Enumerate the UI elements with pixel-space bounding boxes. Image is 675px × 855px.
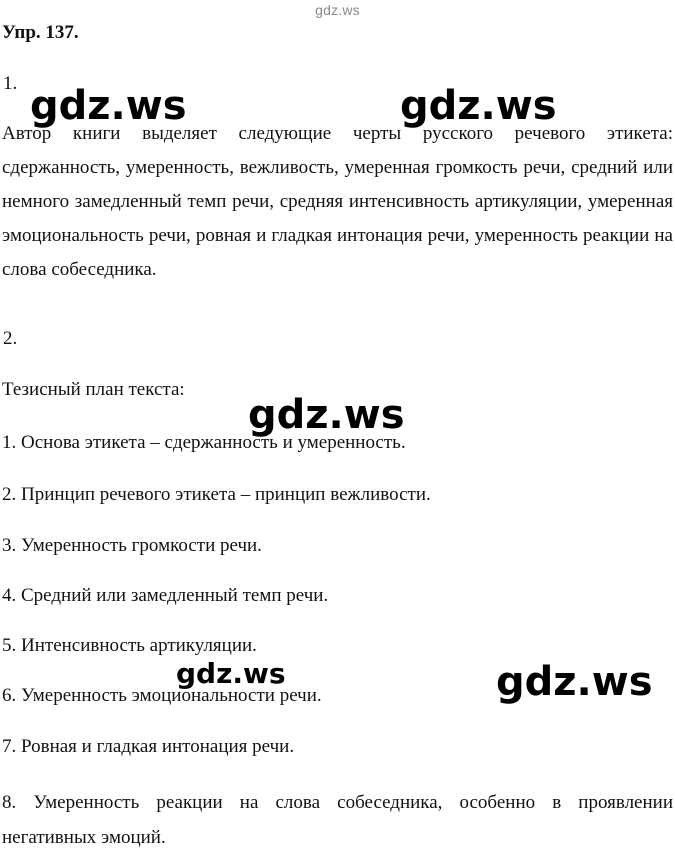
plan-item-6: 6. Умеренность эмоциональности речи. — [2, 685, 322, 706]
plan-item-2: 2. Принцип речевого этикета – принцип вежливости. — [2, 484, 431, 505]
plan-item-3: 3. Умеренность громкости речи. — [2, 535, 262, 556]
plan-heading: Тезисный план текста: — [2, 379, 185, 400]
plan-item-4: 4. Средний или замедленный темп речи. — [2, 585, 329, 606]
watermark-5: gdz.ws — [496, 659, 653, 705]
watermark-1: gdz.ws — [30, 83, 187, 129]
part-1-number: 1. — [3, 73, 18, 94]
watermark-2: gdz.ws — [400, 83, 557, 129]
part-1-paragraph: Автор книги выделяет следующие черты русского речевого этикета: сдержанность, умеренность, вежливость, умеренная громкость речи, средний или немного замедленный темп речи, средняя интенсивность артикуляции, умеренная эмоциональность речи, ровная и гладкая интонация речи, умеренность реакции на слова собеседника. — [2, 123, 673, 280]
watermark-4: gdz.ws — [176, 657, 286, 690]
exercise-title: Упр. 137. — [2, 22, 79, 43]
part-2-number: 2. — [3, 328, 18, 349]
plan-item-5: 5. Интенсивность артикуляции. — [2, 635, 257, 656]
top-watermark: gdz.ws — [315, 2, 360, 18]
watermark-3: gdz.ws — [248, 392, 405, 438]
plan-item-7: 7. Ровная и гладкая интонация речи. — [2, 736, 295, 757]
plan-item-1: 1. Основа этикета – сдержанность и умеренность. — [2, 432, 406, 453]
plan-item-8: 8. Умеренность реакции на слова собеседника, особенно в проявлении негативных эмоций. — [2, 792, 673, 848]
